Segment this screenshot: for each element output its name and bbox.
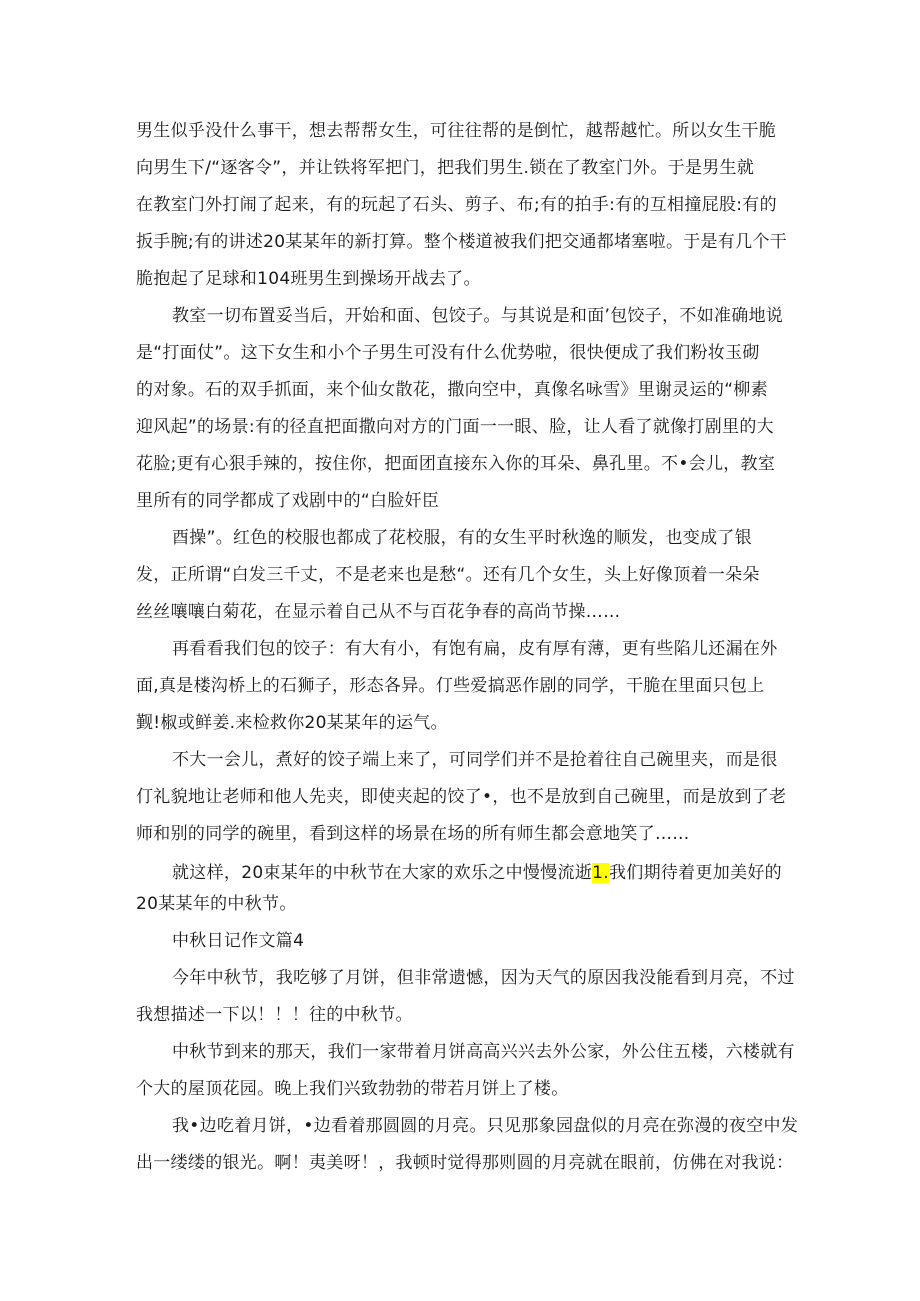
text-line: 不大一会儿，煮好的饺子端上来了，可同学们并不是抢着往自己碗里夹，而是很 bbox=[172, 750, 778, 770]
text-line: 里所有的同学都成了戏剧中的“白脸奸臣 bbox=[136, 491, 440, 511]
text-line: 我想描述一下以！！！往的中秋节。 bbox=[136, 1005, 413, 1025]
text-segment: 我们期待着更加美好的 bbox=[608, 863, 782, 883]
text-line: 脆抱起了足球和104班男生到操场开战去了。 bbox=[136, 269, 481, 289]
text-line: 师和别的同学的碗里，看到这样的场景在场的所有师生都会意地笑了…… bbox=[136, 824, 690, 844]
text-line: 在教室门外打闹了起来，有的玩起了石头、剪子、布;有的拍手:有的互相撞屁股:有的 bbox=[136, 195, 777, 215]
text-line: 觐!椒或鲜姜.来检救你20某某年的运气。 bbox=[136, 713, 448, 733]
text-line: 迎风起”的场景:有的径直把面撒向对方的门面一一眼、脸，让人看了就像打剧里的大 bbox=[136, 417, 774, 437]
section-heading: 中秋日记作文篇4 bbox=[172, 931, 305, 951]
text-line: 的对象。石的双手抓面，来个仙女散花，撒向空中，真像名咏雪》里谢灵运的“柳素 bbox=[136, 380, 768, 400]
text-line: 酉操”。红色的校服也都成了花校服，有的女生平时秋逸的顺发，也变成了银 bbox=[172, 528, 753, 548]
text-segment: 就这样，20束某年的中秋节在大家的欢乐之中慢慢流逝 bbox=[172, 863, 593, 883]
text-line: 丝丝嚷嚷白菊花，在显示着自己从不与百花争春的高尚节操…… bbox=[136, 602, 621, 622]
text-line: 仃礼貌地让老师和他人先夹，即使夹起的饺了•，也不是放到自己碗里，而是放到了老 bbox=[136, 787, 787, 807]
text-line: 面,真是楼沟桥上的石狮子，形态各异。仃些爱搞恶作剧的同学，干脆在里面只包上 bbox=[136, 676, 765, 696]
text-line: 出一缕缕的银光。啊！夷美呀！，我顿时觉得那则圆的月亮就在眼前，仿佛在对我说： bbox=[136, 1153, 794, 1173]
text-line: 中秋节到来的那天，我们一家带着月饼高高兴兴去外公家，外公住五楼，六楼就有 bbox=[172, 1042, 795, 1062]
text-line: 个大的屋顶花园。晚上我们兴致勃勃的带若月饼上了楼。 bbox=[136, 1079, 569, 1099]
text-line: 20某某年的中秋节。 bbox=[136, 894, 297, 914]
text-line: 我•边吃着月饼，•边看着那圆圆的月亮。只见那象园盘似的月亮在弥漫的夜空中发 bbox=[172, 1116, 799, 1136]
text-line: 向男生下/“逐客令”，并让铁将军把门，把我们男生.锁在了教室门外。于是男生就 bbox=[136, 158, 755, 178]
text-line: 花脸;更有心狠手辣的，按住你，把面团直接东入你的耳朵、鼻孔里。不•会儿，教室 bbox=[136, 454, 776, 474]
text-line: 发，正所谓“白发三千丈，不是老来也是愁“。还有几个女生，头上好像顶着一朵朵 bbox=[136, 565, 760, 585]
text-line: 是“打面仗”。这下女生和小个子男生可没有什么优势啦，很快便成了我们粉妆玉砌 bbox=[136, 343, 760, 363]
text-line bbox=[172, 861, 782, 885]
text-line: 今年中秋节，我吃够了月饼，但非常遗憾，因为天气的原因我没能看到月亮，不过 bbox=[172, 968, 795, 988]
text-line: 男生似乎没什么事干，想去帮帮女生，可往往帮的是倒忙，越帮越忙。所以女生干脆 bbox=[136, 121, 777, 141]
text-line: 再看看我们包的饺子：有大有小，有饱有扁，皮有厚有薄，更有些陷儿还漏在外 bbox=[172, 639, 778, 659]
text-line: 扳手腕;有的讲述20某某年的新打算。整个楼道被我们把交通都堵塞啦。于是有几个干 bbox=[136, 232, 788, 252]
text-line: 教室一切布置妥当后，开始和面、包饺子。与其说是和面’包饺子，不如准确地说 bbox=[172, 306, 784, 326]
highlighted-marker: 1. bbox=[592, 863, 609, 883]
